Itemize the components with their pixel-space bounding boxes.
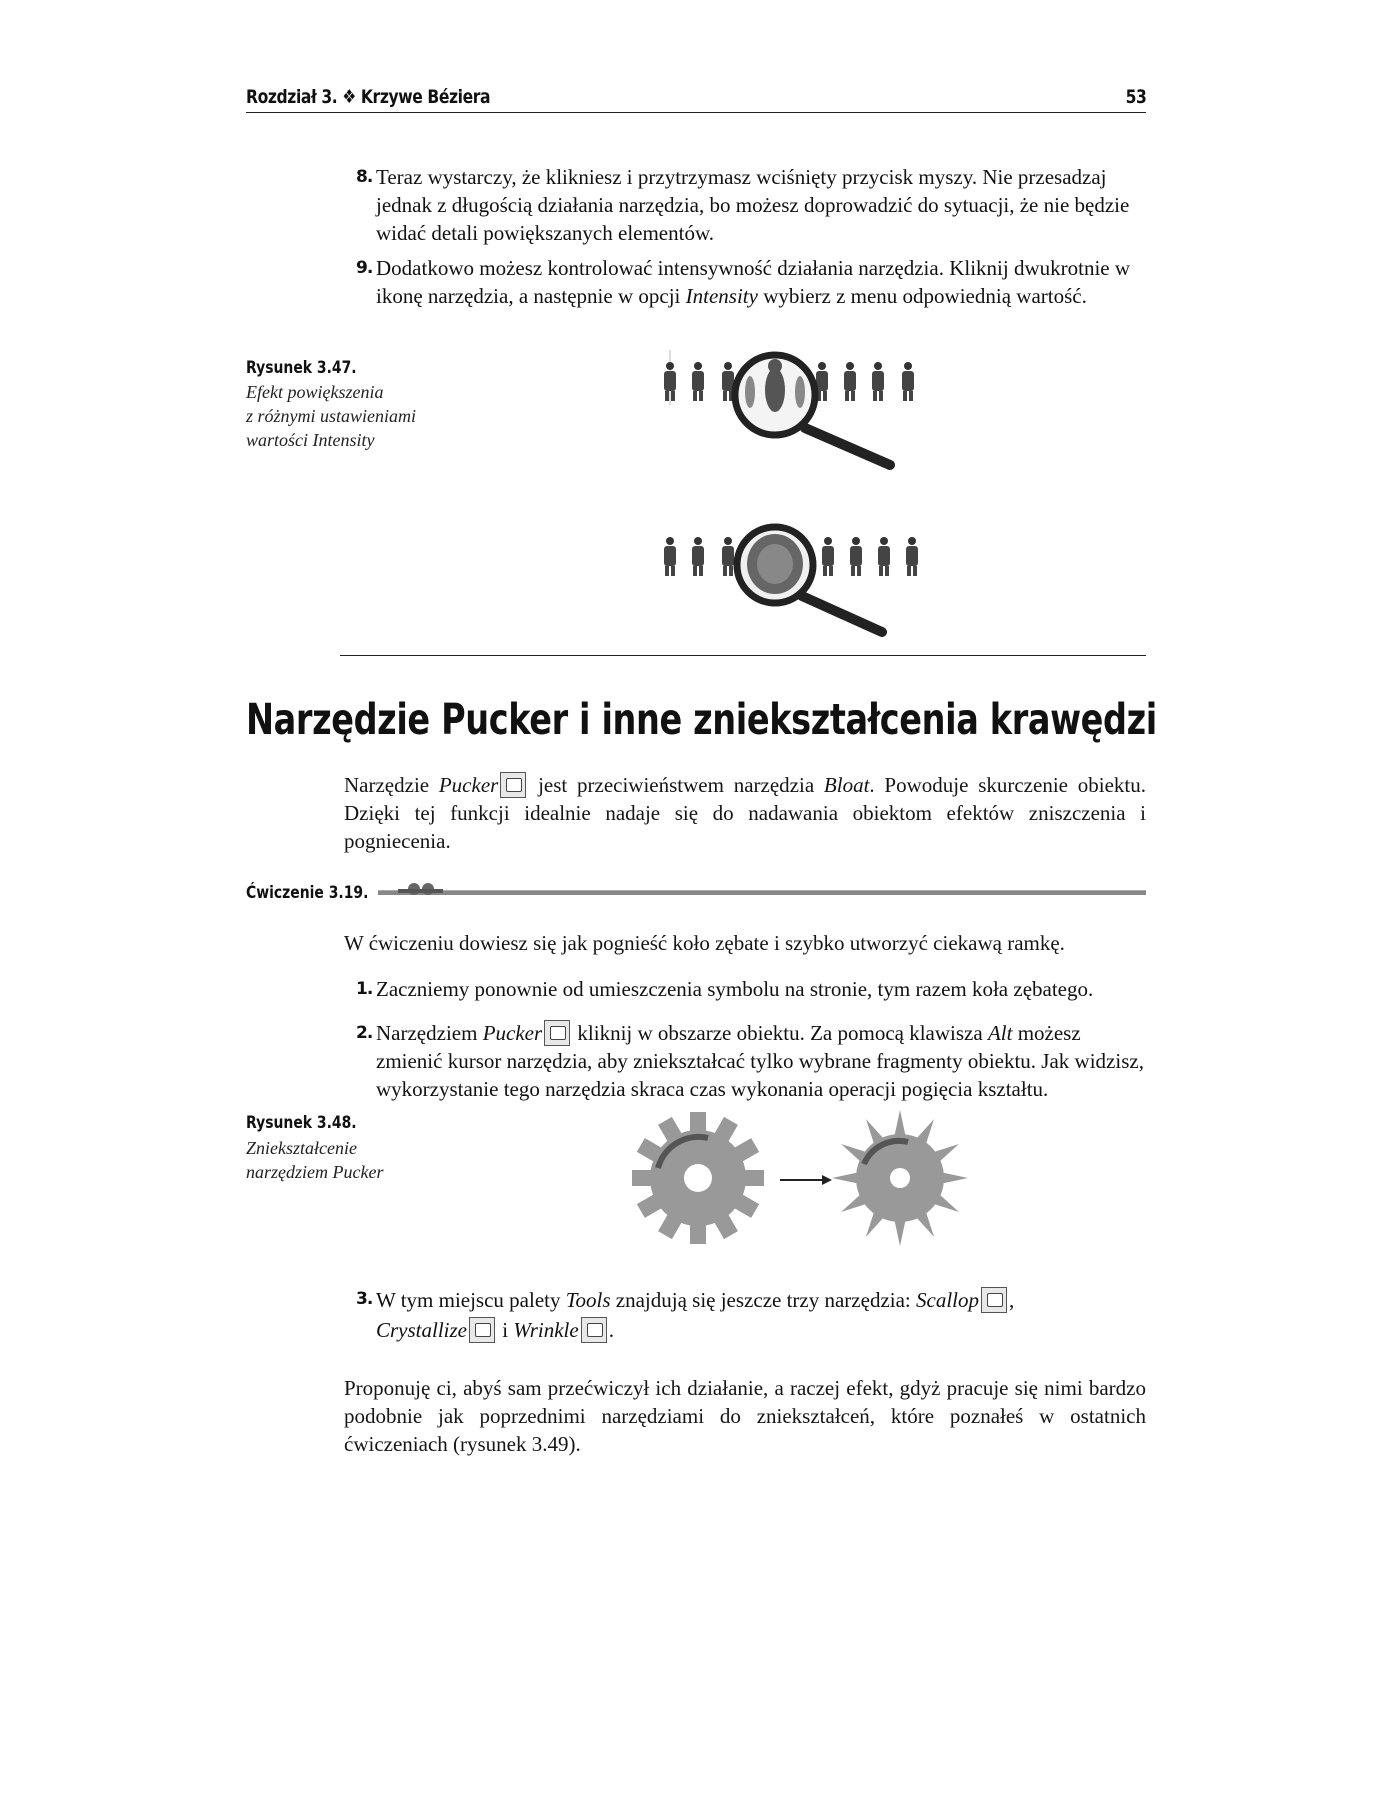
gear-puckered-icon [832,1110,968,1246]
intro-paragraph: Narzędzie Pucker jest przeciwieństwem narzędzia Bloat. Powoduje skurczenie obiektu. Dzięki tej funkcji idealnie nadaje się do nadawania obiektom efektów zniszczenia i pogniecenia. [344,773,1146,853]
exercise-divider-icon [378,877,1146,901]
running-header-chapter: Rozdział 3. ❖ Krzywe Béziera [246,86,491,108]
list-number: 8. [356,167,373,187]
scallop-tool-icon [981,1287,1007,1313]
closing-paragraph: Proponuję ci, abyś sam przećwiczył ich działanie, a raczej efekt, gdyż pracuje się nimi bardzo podobnie jak poprzednimi narzędziami do zniekształceń, które poznałeś w ostatnich ćwiczeniach (rysunek 3.49). [344,1376,1146,1456]
step-text: Narzędziem Pucker kliknij w obszarze obiektu. Za pomocą klawisza Alt możesz zmienić kursor narzędzia, aby zniekształcać tylko wybrane fragmenty obiektu. Jak widzisz, wykorzystanie tego narzędzia skraca czas wykonania operacji pogięcia kształtu. [376,1021,1144,1101]
magnifier-row-1 [664,350,914,465]
step-number: 1. [356,979,373,999]
list-text: Teraz wystarczy, że klikniesz i przytrzymasz wciśnięty przycisk myszy. Nie przesadzaj jednak z długością działania narzędzia, bo możesz doprowadzić do sytuacji, że nie będzie widać detali powiększanych elementów. [376,165,1130,245]
figure-caption: Zniekształcenie narzędziem Pucker [246,1138,384,1182]
step-text: W tym miejscu palety Tools znajdują się jeszcze trzy narzędzia: Scallop , Crystallize i Wrinkle . [376,1288,1015,1342]
step-text: Zaczniemy ponownie od umieszczenia symbolu na stronie, tym razem koła zębatego. [376,977,1094,1001]
list-text: Dodatkowo możesz kontrolować intensywność działania narzędzia. Kliknij dwukrotnie w ikonę narzędzia, a następnie w opcji Intensity wybierz z menu odpowiednią wartość. [376,256,1131,308]
magnifier-row-2 [664,527,918,632]
magnifier-figure [650,350,970,650]
section-rule [340,655,1146,656]
step-number: 2. [356,1023,373,1043]
gear-figure [630,1108,970,1248]
crystallize-tool-icon [469,1317,495,1343]
wrinkle-tool-icon [581,1317,607,1343]
figure-label: Rysunek 3.48. [246,1113,357,1133]
arrow-icon [780,1175,832,1185]
figure-label: Rysunek 3.47. [246,358,357,378]
step-number: 3. [356,1289,373,1309]
gear-original-icon [632,1112,764,1244]
list-number: 9. [356,258,373,278]
exercise-lead: W ćwiczeniu dowiesz się jak pognieść koło zębate i szybko utworzyć ciekawą ramkę. [344,931,1065,955]
exercise-label: Ćwiczenie 3.19. [246,883,369,903]
header-rule [246,112,1146,113]
figure-caption: Efekt powiększenia z różnymi ustawieniami wartości Intensity [246,382,417,450]
page-number: 53 [1125,86,1146,108]
section-title: Narzędzie Pucker i inne zniekształcenia krawędzi [246,695,1157,745]
pucker-tool-icon [500,772,526,798]
pucker-tool-icon [544,1020,570,1046]
